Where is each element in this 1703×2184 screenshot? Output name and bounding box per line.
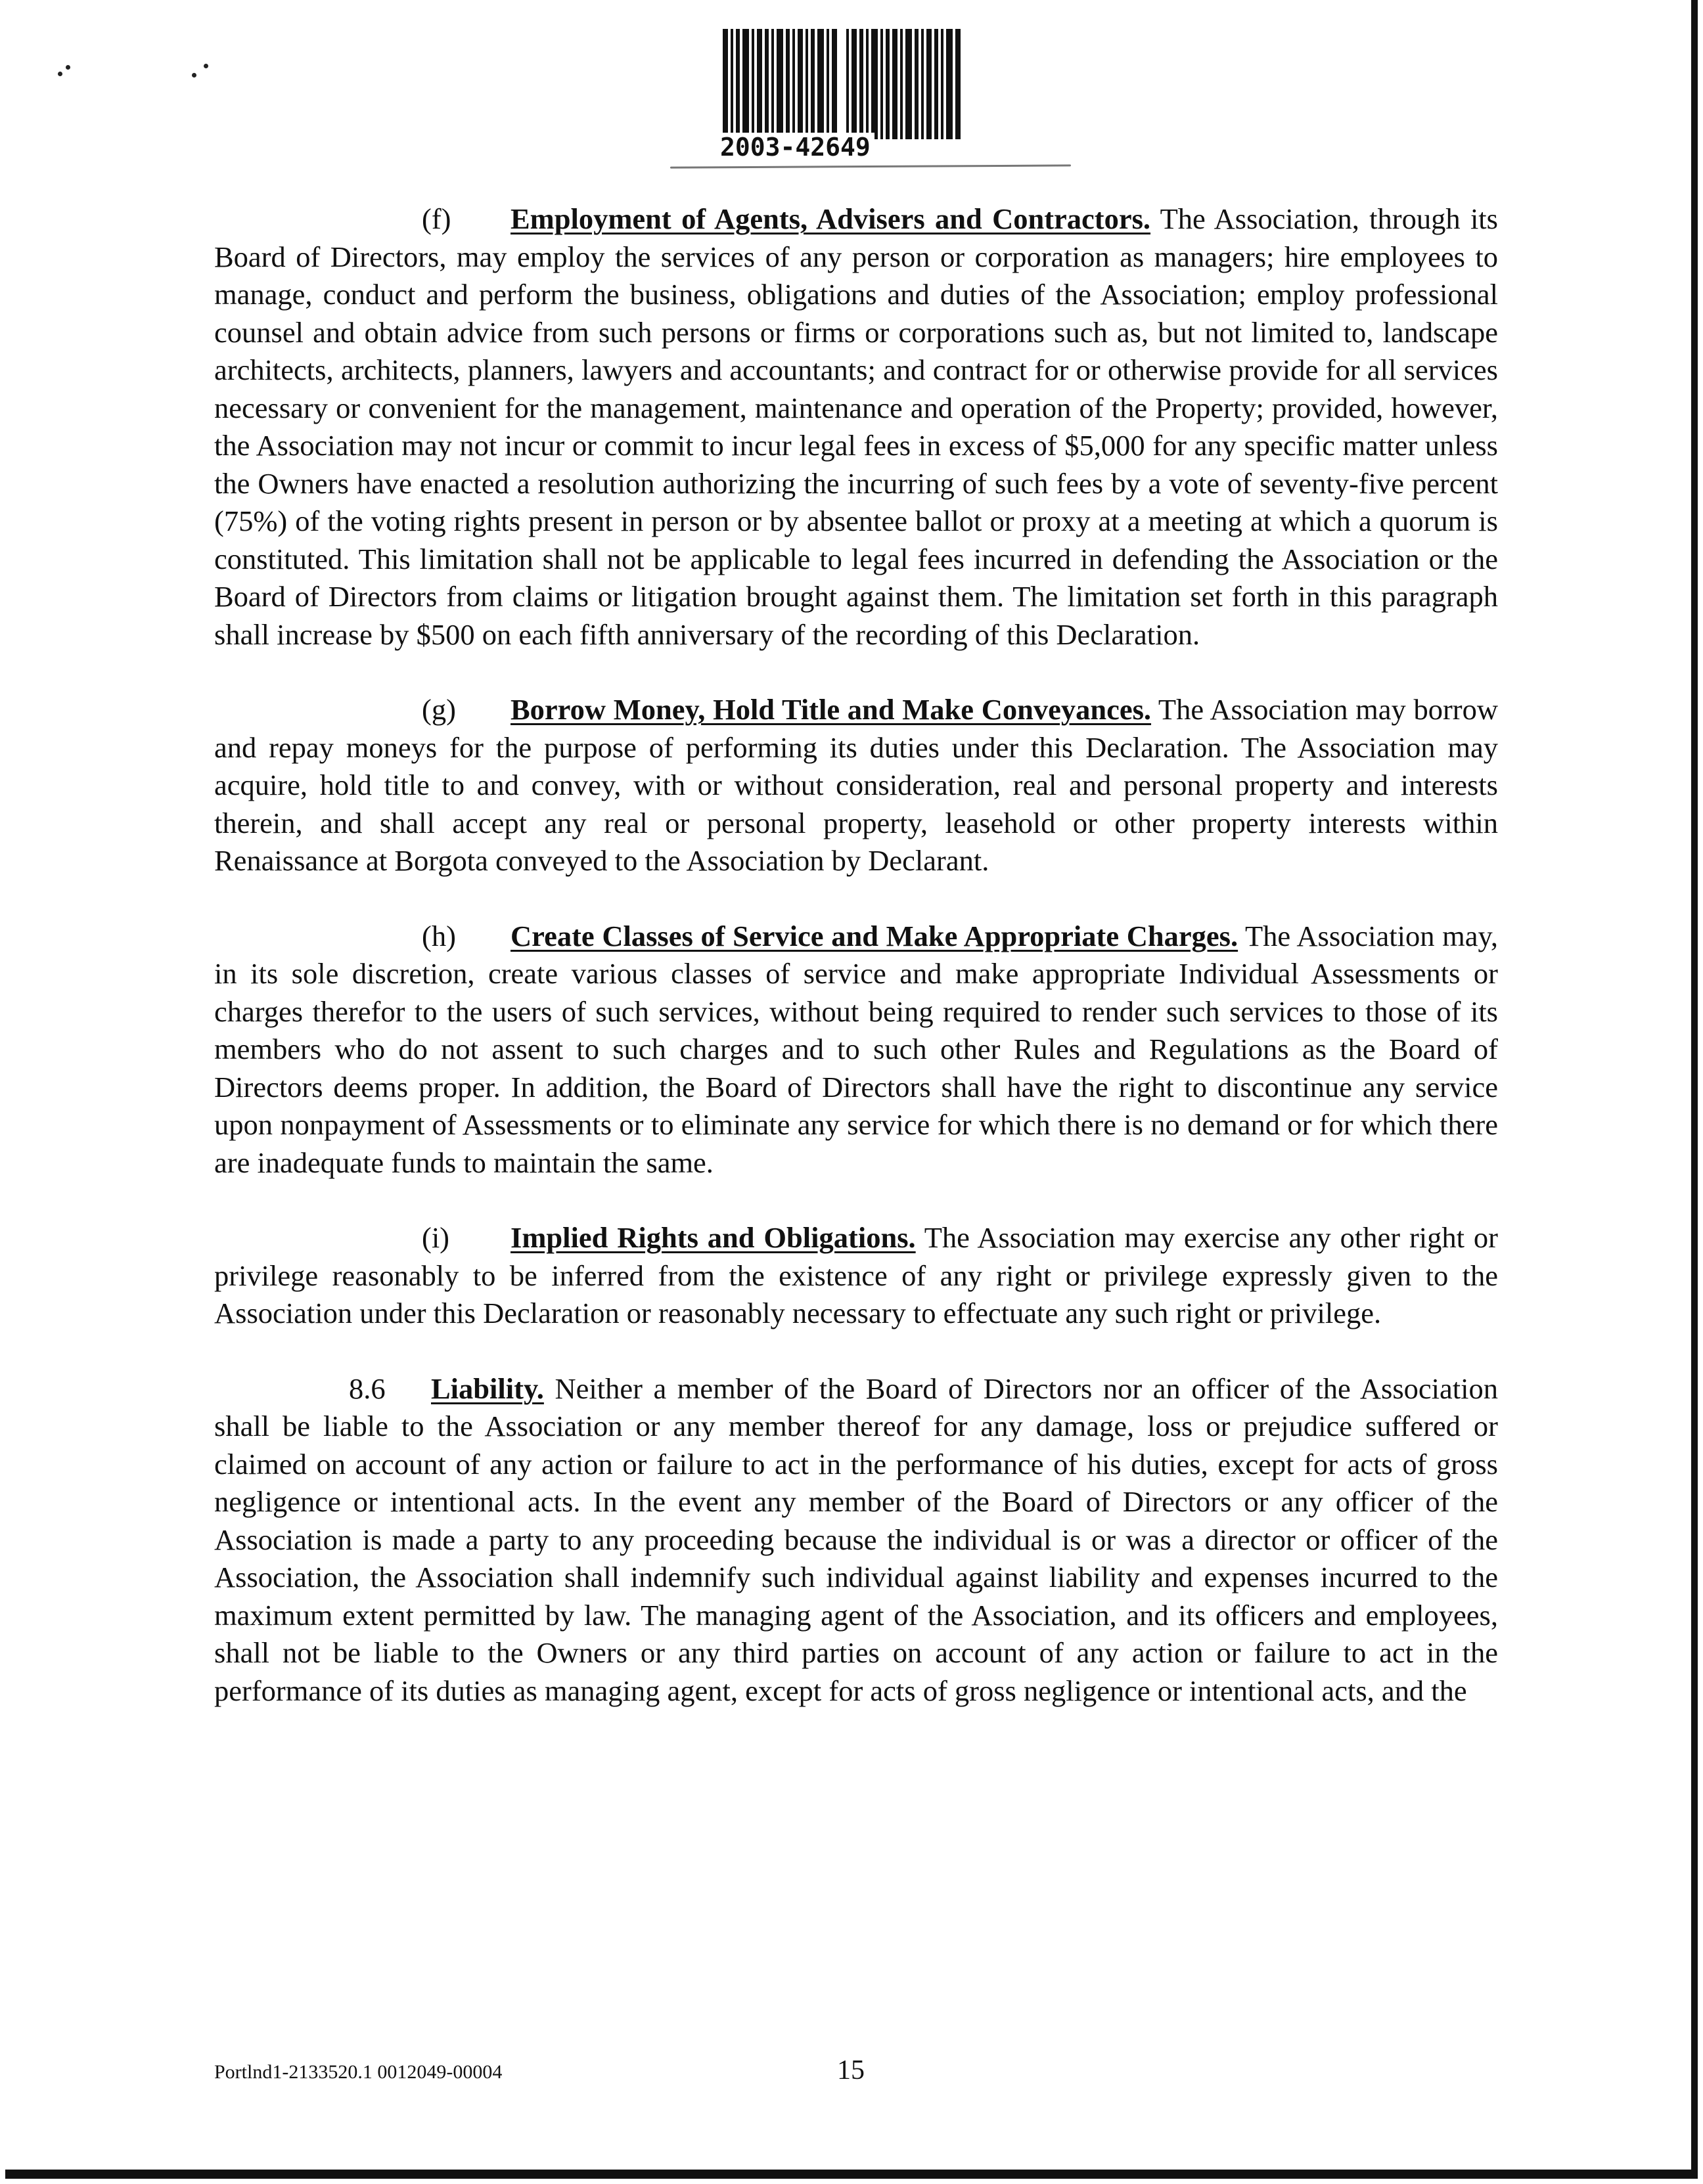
scan-specks bbox=[46, 62, 217, 89]
page-right-border bbox=[1691, 0, 1698, 2179]
barcode-number: 2003-42649 bbox=[716, 133, 874, 162]
paragraph-number: (i) bbox=[422, 1221, 450, 1254]
barcode bbox=[716, 29, 1012, 162]
paragraph-h bbox=[214, 918, 1498, 1182]
barcode-bars bbox=[723, 29, 1012, 139]
footer-page-number: 15 bbox=[837, 2055, 865, 2085]
paragraph-i bbox=[214, 1219, 1498, 1333]
paragraph-heading: Employment of Agents, Advisers and Contractors. bbox=[511, 202, 1151, 235]
page-bottom-border bbox=[5, 2170, 1698, 2179]
section-heading: Liability. bbox=[431, 1371, 544, 1405]
paragraph-heading: Borrow Money, Hold Title and Make Conveyances. bbox=[511, 693, 1152, 726]
paragraph-number: (g) bbox=[422, 693, 456, 726]
paragraph-f bbox=[214, 200, 1498, 654]
paragraph-body: The Association may, in its sole discretion, create various classes of service and make appropriate Individual Assessments or charges therefor to the users of such services, without being required to render such services to those of its members who do not assent to such charges and to such other Rules and Regulations as the Board of Directors deems proper. In addition, the Board of Directors shall have the right to discontinue any service upon nonpayment of Assessments or to eliminate any service for which there is no demand or for which there are inadequate funds to maintain the same. bbox=[214, 919, 1498, 1179]
paragraph-heading: Implied Rights and Obligations. bbox=[511, 1221, 916, 1254]
paragraph-g bbox=[214, 691, 1498, 880]
paragraph-number: (f) bbox=[422, 202, 451, 235]
section-8-6 bbox=[214, 1370, 1498, 1710]
paragraph-body: The Association may borrow and repay moneys for the purpose of performing its duties under this Declaration. The Association may acquire, hold title to and convey, with or without consideration, real and personal property and interests therein, and shall accept any real or personal property, leasehold or other property interests within Renaissance at Borgota conveyed to the Association by Declarant. bbox=[214, 693, 1498, 877]
paragraph-heading: Create Classes of Service and Make Appropriate Charges. bbox=[511, 919, 1238, 952]
footer-document-id: Portlnd1-2133520.1 0012049-00004 bbox=[214, 2061, 503, 2083]
section-body: Neither a member of the Board of Directors nor an officer of the Association shall be liable to the Association or any member thereof for any damage, loss or prejudice suffered or claimed on account of any action or failure to act in the performance of his duties, except for acts of gross negligence or intentional acts. In the event any member of the Board of Directors or any officer of the Association is made a party to any proceeding because the individual is or was a director or officer of the Association, the Association shall indemnify such individual against liability and expenses incurred to the maximum extent permitted by law. The managing agent of the Association, and its officers and employees, shall not be liable to the Owners or any third parties on account of any action or failure to act in the performance of its duties as managing agent, except for acts of gross negligence or intentional acts, and the bbox=[214, 1371, 1498, 1707]
barcode-underline bbox=[670, 164, 1071, 168]
document-body bbox=[214, 200, 1498, 1747]
paragraph-number: (h) bbox=[422, 919, 456, 952]
section-number: 8.6 bbox=[349, 1371, 386, 1405]
paragraph-body: The Association, through its Board of Directors, may employ the services of any person or corporation as managers; hire employees to manage, conduct and perform the business, obligations and duties of the Association; employ professional counsel and obtain advice from such persons or firms or corporations such as, but not limited to, landscape architects, architects, planners, lawyers and accountants; and contract for or otherwise provide for all services necessary or convenient for the management, maintenance and operation of the Property; provided, however, the Association may not incur or commit to incur legal fees in excess of $5,000 for any specific matter unless the Owners have enacted a resolution authorizing the incurring of such fees by a vote of seventy-five percent (75%) of the voting rights present in person or by absentee ballot or proxy at a meeting at which a quorum is constituted. This limitation shall not be applicable to legal fees incurred in defending the Association or the Board of Directors from claims or litigation brought against them. The limitation set forth in this paragraph shall increase by $500 on each fifth anniversary of the recording of this Declaration. bbox=[214, 202, 1498, 651]
paragraph-body: The Association may exercise any other right or privilege reasonably to be inferred from the existence of any right or privilege expressly given to the Association under this Declaration or reasonably necessary to effectuate any such right or privilege. bbox=[214, 1221, 1498, 1329]
